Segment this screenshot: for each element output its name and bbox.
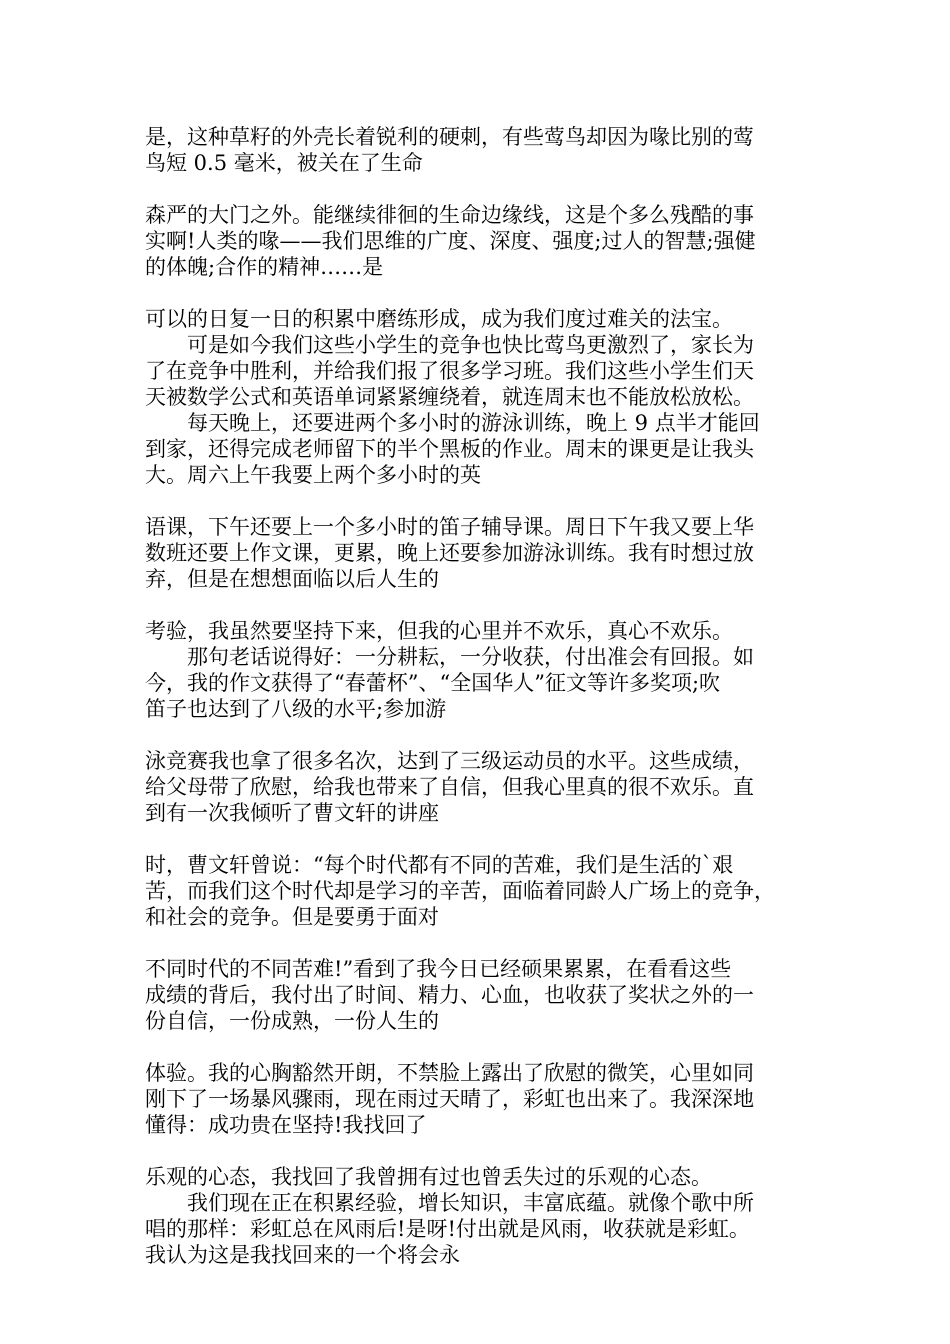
text-line: 今，我的作文获得了“春蕾杯”、“全国华人”征文等许多奖项;吹 bbox=[145, 671, 721, 695]
text-line: 我们现在正在积累经验，增长知识，丰富底蕴。就像个歌中所 bbox=[145, 1191, 754, 1215]
text-line: 成绩的背后，我付出了时间、精力、心血，也收获了奖状之外的一 bbox=[145, 983, 754, 1007]
text-line: 每天晚上，还要进两个多小时的游泳训练，晚上 9 点半才能回 bbox=[145, 411, 760, 435]
text-line: 数班还要上作文课，更累，晚上还要参加游泳训练。我有时想过放 bbox=[145, 541, 754, 565]
text-line: 的体魄;合作的精神……是 bbox=[145, 255, 384, 279]
text-line: 森严的大门之外。能继续徘徊的生命边缘线，这是个多么残酷的事 bbox=[145, 203, 754, 227]
text-line: 乐观的心态，我找回了我曾拥有过也曾丢失过的乐观的心态。 bbox=[145, 1165, 712, 1189]
text-line: 实啊!人类的喙——我们思维的广度、深度、强度;过人的智慧;强健 bbox=[145, 229, 756, 253]
text-line: 时，曹文轩曾说：“每个时代都有不同的苦难，我们是生活的`艰 bbox=[145, 853, 734, 877]
text-line: 苦，而我们这个时代却是学习的辛苦，面临着同龄人广场上的竞争， bbox=[145, 879, 775, 903]
text-line: 可是如今我们这些小学生的竞争也快比莺鸟更激烈了，家长为 bbox=[145, 333, 754, 357]
text-line: 鸟短 0.5 毫米，被关在了生命 bbox=[145, 151, 423, 175]
text-line: 刚下了一场暴风骤雨，现在雨过天晴了，彩虹也出来了。我深深地 bbox=[145, 1087, 754, 1111]
text-line: 份自信，一份成熟，一份人生的 bbox=[145, 1009, 439, 1033]
text-line: 弃，但是在想想面临以后人生的 bbox=[145, 567, 439, 591]
text-line: 给父母带了欣慰，给我也带来了自信，但我心里真的很不欢乐。直 bbox=[145, 775, 754, 799]
text-line: 可以的日复一日的积累中磨练形成，成为我们度过难关的法宝。 bbox=[145, 307, 733, 331]
text-line: 笛子也达到了八级的水平;参加游 bbox=[145, 697, 447, 721]
text-line: 懂得：成功贵在坚持!我找回了 bbox=[145, 1113, 427, 1137]
text-line: 泳竞赛我也拿了很多名次，达到了三级运动员的水平。这些成绩， bbox=[145, 749, 754, 773]
text-line: 天被数学公式和英语单词紧紧缠绕着，就连周末也不能放松放松。 bbox=[145, 385, 754, 409]
text-line: 了在竞争中胜利，并给我们报了很多学习班。我们这些小学生们天 bbox=[145, 359, 754, 383]
text-line: 不同时代的不同苦难!”看到了我今日已经硕果累累，在看看这些 bbox=[145, 957, 732, 981]
text-line: 到家，还得完成老师留下的半个黑板的作业。周末的课更是让我头 bbox=[145, 437, 754, 461]
text-line: 考验，我虽然要坚持下来，但我的心里并不欢乐，真心不欢乐。 bbox=[145, 619, 733, 643]
text-line: 和社会的竞争。但是要勇于面对 bbox=[145, 905, 439, 929]
text-line: 大。周六上午我要上两个多小时的英 bbox=[145, 463, 481, 487]
text-line: 体验。我的心胸豁然开朗，不禁脸上露出了欣慰的微笑，心里如同 bbox=[145, 1061, 754, 1085]
text-line: 到有一次我倾听了曹文轩的讲座 bbox=[145, 801, 439, 825]
text-line: 是，这种草籽的外壳长着锐利的硬刺，有些莺鸟却因为喙比别的莺 bbox=[145, 125, 754, 149]
text-line: 唱的那样：彩虹总在风雨后!是呀!付出就是风雨，收获就是彩虹。 bbox=[145, 1217, 750, 1241]
text-line: 那句老话说得好：一分耕耘，一分收获，付出准会有回报。如 bbox=[145, 645, 754, 669]
text-line: 我认为这是我找回来的一个将会永 bbox=[145, 1243, 460, 1267]
text-line: 语课，下午还要上一个多小时的笛子辅导课。周日下午我又要上华 bbox=[145, 515, 754, 539]
